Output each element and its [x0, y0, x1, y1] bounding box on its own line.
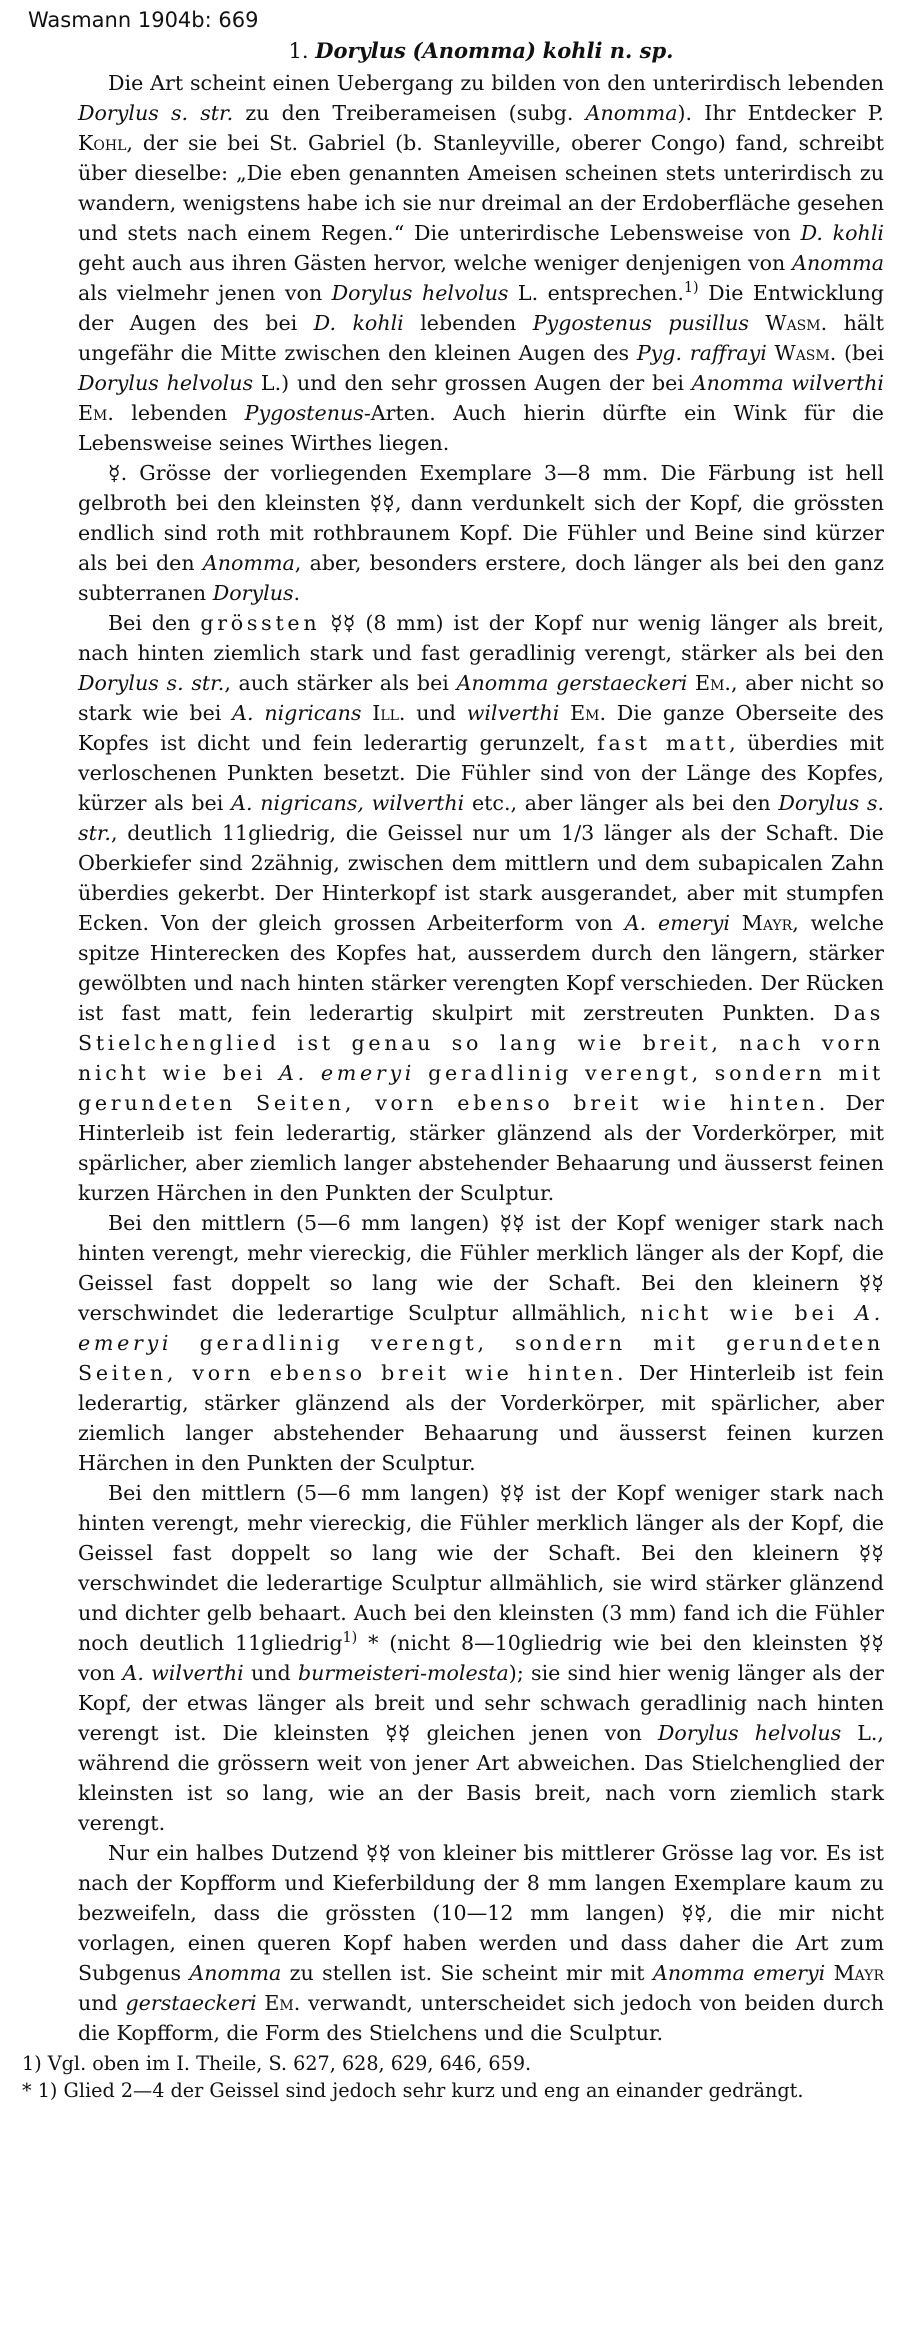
heading-genus: Dorylus — [315, 38, 406, 63]
heading-subgenus: (Anomma) — [412, 38, 536, 63]
paragraph-1: Die Art scheint einen Uebergang zu bilden von den unterirdisch lebenden Dorylus s. str. zu den Treiberameisen (subg. Anomma). Ihr Entdecker P. Kohl, der sie bei St. Gabriel (b. Stanleyville, oberer Congo) fand, schreibt über dieselbe: „Die eben genannten Ameisen scheinen stets unterirdisch zu wandern, wenigstens habe ich sie nur dreimal an der Erdoberfläche gesehen und stets nach einem Regen.“ Die unterirdische Lebensweise von D. kohli geht auch aus ihren Gästen hervor, welche weniger denjenigen von Anomma als vielmehr jenen von Dorylus helvolus L. entsprechen.$^{1)}$ Die Entwicklung der Augen des bei D. kohli lebenden Pygostenus pusillus Wasm. hält ungefähr die Mitte zwischen den kleinen Augen des Pyg. raffrayi Wasm. (bei Dorylus helvolus L.) und den sehr grossen Augen der bei Anomma wilverthi Em. lebenden Pygostenus-Arten. Auch hierin dürfte ein Wink für die Lebensweise seines Wirthes liegen. — [78, 71, 885, 455]
paragraph-5: Bei den mittlern (5—6 mm langen) ☿☿ ist der Kopf weniger stark nach hinten verengt, mehr viereckig, die Fühler merklich länger als der Kopf, die Geissel fast doppelt so lang wie der Schaft. Bei den kleinern ☿☿ verschwindet die lederartige Sculptur allmählich, sie wird stärker glänzend und dichter gelb behaart. Auch bei den kleinsten (3 mm) fand ich die Fühler noch deutlich 11gliedrig$^{1)}$ * (nicht 8—10gliedrig wie bei den kleinsten ☿☿ von A. wilverthi und burmeisteri-molesta); sie sind hier wenig länger als der Kopf, der etwas länger als breit und sehr schwach geradlinig nach hinten verengt ist. Die kleinsten ☿☿ gleichen jenen von Dorylus helvolus L., während die grössern weit von jener Art abweichen. Das Stielchenglied der kleinsten ist so lang, wie an der Basis breit, nach vorn ziemlich stark verengt. — [78, 1481, 885, 1835]
species-heading — [78, 36, 884, 66]
heading-number: 1. — [288, 39, 309, 63]
citation: Wasmann 1904b: 669 — [28, 8, 259, 32]
paragraph-2: ☿. Grösse der vorliegenden Exemplare 3—8 mm. Die Färbung ist hell gelbroth bei den kleinsten ☿☿, dann verdunkelt sich der Kopf, die grössten endlich sind roth mit rothbraunem Kopf. Die Fühler und Beine sind kürzer als bei den Anomma, aber, besonders erstere, doch länger als bei den ganz subterranen Dorylus. — [78, 461, 884, 605]
footnote-1: 1) Vgl. oben im I. Theile, S. 627, 628, 629, 646, 659. — [22, 2052, 532, 2075]
footnote-ref: 1) — [683, 280, 699, 297]
footnotes — [22, 2050, 884, 2104]
paragraph-3: Bei den grössten ☿☿ (8 mm) ist der Kopf nur wenig länger als breit, nach hinten ziemlich stark und fast geradlinig verengt, stärker als bei den Dorylus s. str., auch stärker als bei Anomma gerstaeckeri Em., aber nicht so stark wie bei A. nigricans Ill. und wilverthi Em. Die ganze Oberseite des Kopfes ist dicht und fein lederartig gerunzelt, fast matt, überdies mit verloschenen Punkten besetzt. Die Fühler sind von der Länge des Kopfes, kürzer als bei A. nigricans, wilverthi etc., aber länger als bei den Dorylus s. str., deutlich 11gliedrig, die Geissel nur um 1/3 länger als der Schaft. Die Oberkiefer sind 2zähnig, zwischen dem mittlern und dem subapicalen Zahn überdies gekerbt. Der Hinterkopf ist stark ausgerandet, aber mit stumpfen Ecken. Von der gleich grossen Arbeiterform von A. emeryi Mayr, welche spitze Hinterecken des Kopfes hat, ausserdem durch den längern, stärker gewölbten und nach hinten stärker verengten Kopf verschieden. Der Rücken ist fast matt, fein lederartig skulpirt mit zerstreuten Punkten. Das Stielchenglied ist genau so lang wie breit, nach vorn nicht wie bei A. emeryi geradlinig verengt, sondern mit gerundeten Seiten, vorn ebenso breit wie hinten. Der Hinterleib ist fein lederartig, stärker glänzend als der Vorderkörper, mit spärlicher, aber ziemlich langer abstehender Behaarung und äusserst feinen kurzen Härchen in den Punkten der Sculptur. — [78, 611, 885, 1205]
footnote-ref: 1) — [342, 1630, 358, 1647]
paragraph-6: Nur ein halbes Dutzend ☿☿ von kleiner bis mittlerer Grösse lag vor. Es ist nach der Kopfform und Kieferbildung der 8 mm langen Exemplare kaum zu bezweifeln, dass die grössten (10—12 mm langen) ☿☿, die mir nicht vorlagen, einen queren Kopf haben werden und dass daher die Art zum Subgenus Anomma zu stellen ist. Sie scheint mir mit Anomma emeryi Mayr und gerstaeckeri Em. verwandt, unterscheidet sich jedoch von beiden durch die Kopfform, die Form des Stielchens und die Sculptur. — [78, 1841, 884, 2045]
paragraph-4: Bei den mittlern (5—6 mm langen) ☿☿ ist der Kopf weniger stark nach hinten verengt, mehr viereckig, die Fühler merklich länger als der Kopf, die Geissel fast doppelt so lang wie der Schaft. Bei den kleinern ☿☿ verschwindet die lederartige Sculptur allmählich, nicht wie bei A. emeryi geradlinig verengt, sondern mit gerundeten Seiten, vorn ebenso breit wie hinten. Der Hinterleib ist fein lederartig, stärker glänzend als der Vorderkörper, mit spärlicher, aber ziemlich langer abstehender Behaarung und äusserst feinen kurzen Härchen in den Punkten der Sculptur. — [78, 1211, 884, 1475]
paper-body — [22, 36, 885, 2104]
footnote-2: * 1) Glied 2—4 der Geissel sind jedoch sehr kurz und eng an einander gedrängt. — [22, 2079, 804, 2102]
heading-species: kohli n. sp. — [542, 38, 674, 63]
